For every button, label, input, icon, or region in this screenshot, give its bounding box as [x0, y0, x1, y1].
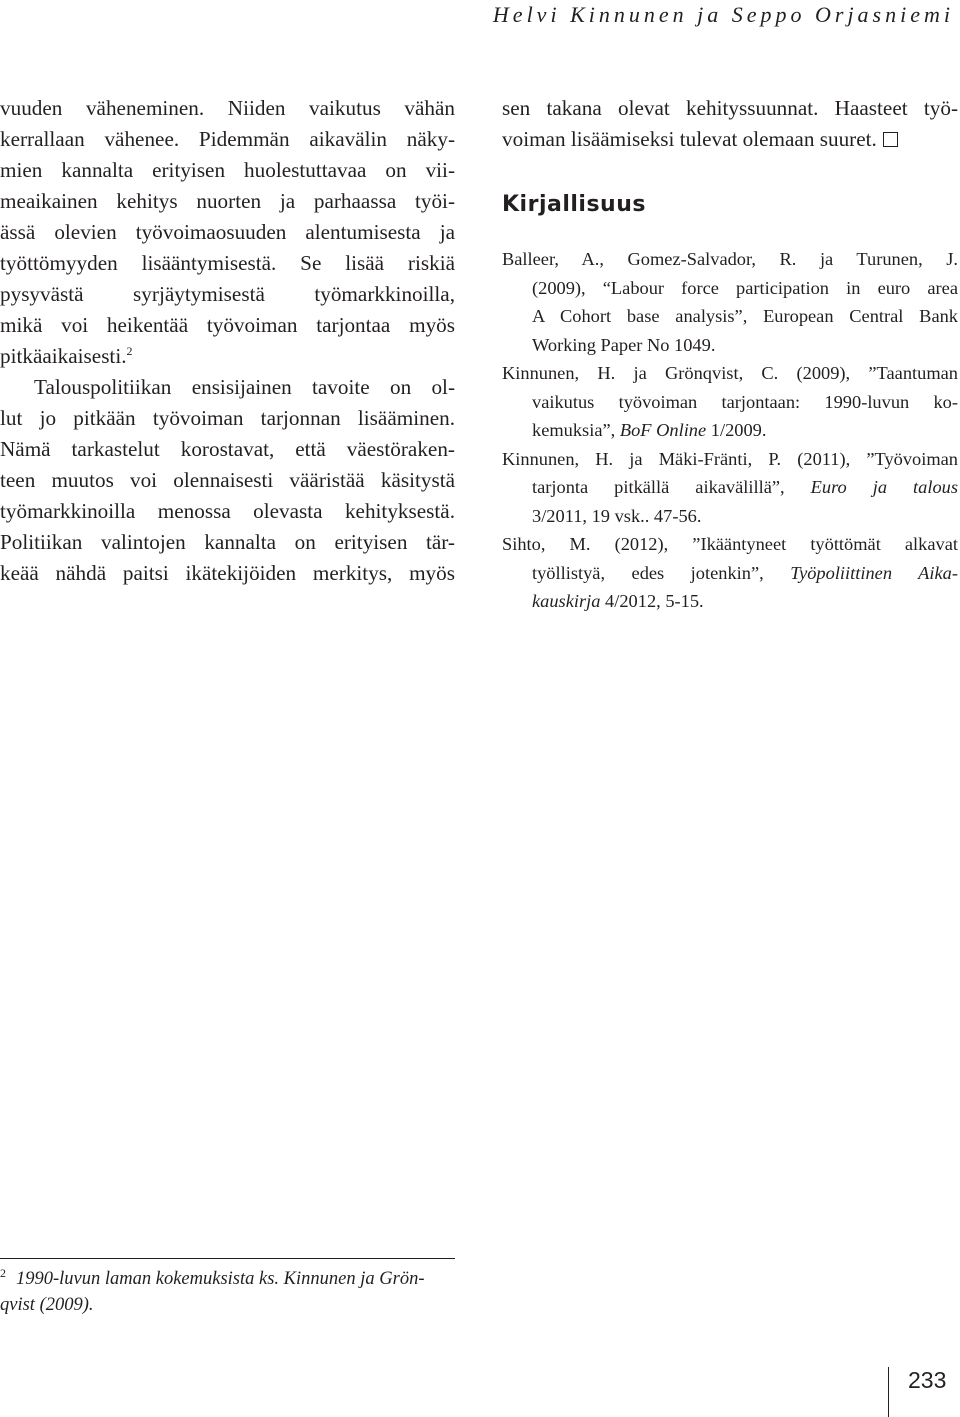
reference-text: tarjonta pitkällä aikavälillä”,: [532, 477, 811, 497]
body-line: Talouspolitiikan ensisijainen tavoite on ol-: [34, 375, 455, 399]
reference-line: Balleer, A., Gomez-Salvador, R. ja Turunen, J.: [502, 249, 958, 269]
end-of-article-box-icon: [883, 132, 898, 147]
journal-title: kauskirja: [532, 591, 601, 611]
body-line: vuuden väheneminen. Niiden vaikutus vähän: [0, 96, 455, 120]
body-line: [502, 124, 958, 155]
page-number-divider: [888, 1367, 889, 1417]
reference-line: 3/2011, 19 vsk.. 47-56.: [532, 505, 702, 526]
reference-line: A Cohort base analysis”, European Central Bank: [532, 306, 958, 326]
body-line: Politiikan valintojen kannalta on erityisen tär-: [0, 530, 455, 554]
reference-text: kemuksia”,: [532, 420, 620, 440]
body-text: pitkäaikaisesti.: [0, 344, 127, 368]
body-line: kerrallaan vähenee. Pidemmän aikavälin näky-: [0, 127, 455, 151]
reference-line: Working Paper No 1049.: [532, 334, 716, 355]
footnote-reference[interactable]: 2: [126, 343, 133, 358]
footnote: [0, 1266, 455, 1318]
body-line: sen takana olevat kehityssuunnat. Haasteet työ-: [502, 96, 958, 120]
right-column: [502, 93, 958, 155]
journal-title: Työpoliittinen Aika-: [790, 562, 958, 583]
reference-text: 4/2012, 5-15.: [600, 591, 704, 611]
reference-line: Kinnunen, H. ja Grönqvist, C. (2009), ”Taantuman: [502, 363, 958, 383]
body-line: ässä olevien työvoimaosuuden alentumisesta ja: [0, 220, 455, 244]
reference-line: [502, 473, 958, 502]
reference-text: 1/2009.: [706, 420, 767, 440]
reference-entry: [502, 245, 958, 359]
footnote-text: 1990-luvun laman kokemuksista ks. Kinnunen ja Grön-: [16, 1269, 425, 1289]
body-line: mikä voi heikentää työvoiman tarjontaa myös: [0, 313, 455, 337]
body-line: pysyvästä syrjäytymisestä työmarkkinoilla,: [0, 282, 455, 306]
left-column: [0, 93, 455, 589]
body-line: keää nähdä paitsi ikätekijöiden merkitys, myös: [0, 561, 455, 585]
reference-line: vaikutus työvoiman tarjontaan: 1990-luvun ko-: [532, 391, 958, 412]
reference-line: [502, 416, 958, 445]
footnote-number: 2: [0, 1265, 6, 1280]
journal-title: Euro ja talous: [810, 477, 959, 497]
body-line: Nämä tarkastelut korostavat, että väestöraken-: [0, 437, 455, 461]
reference-entry: [502, 359, 958, 445]
body-line: mien kannalta erityisen huolestuttavaa on vii-: [0, 158, 455, 182]
footnote-line: [0, 1266, 455, 1292]
reference-list: [502, 245, 958, 616]
body-line: meaikainen kehitys nuorten ja parhaassa työi-: [0, 189, 455, 213]
reference-line: [502, 587, 958, 616]
reference-line: (2009), “Labour force participation in euro area: [532, 277, 958, 298]
body-line: teen muutos voi olennaisesti vääristää käsitystä: [0, 468, 455, 492]
footnote-divider: [0, 1258, 455, 1259]
body-text: voiman lisäämiseksi tulevat olemaan suuret.: [502, 127, 877, 151]
reference-line: Kinnunen, H. ja Mäki-Fränti, P. (2011), ”Työvoiman: [502, 448, 958, 469]
journal-title: BoF Online: [619, 420, 707, 440]
reference-line: [502, 559, 958, 588]
body-line: lut jo pitkään työvoiman tarjonnan lisääminen.: [0, 406, 455, 430]
running-header: Helvi Kinnunen ja Seppo Orjasniemi: [492, 2, 954, 27]
reference-entry: [502, 530, 958, 616]
page-number: 233: [908, 1367, 947, 1393]
body-line: [0, 341, 455, 372]
body-line: työttömyyden lisääntymisestä. Se lisää riskiä: [0, 251, 455, 275]
reference-entry: [502, 445, 958, 531]
footnote-line: qvist (2009).: [0, 1295, 94, 1315]
references-heading: Kirjallisuus: [502, 192, 646, 217]
reference-line: Sihto, M. (2012), ”Ikääntyneet työttömät alkavat: [502, 534, 958, 554]
reference-text: työllistyä, edes jotenkin”,: [532, 562, 791, 583]
body-line: työmarkkinoilla menossa olevasta kehityksestä.: [0, 499, 455, 523]
